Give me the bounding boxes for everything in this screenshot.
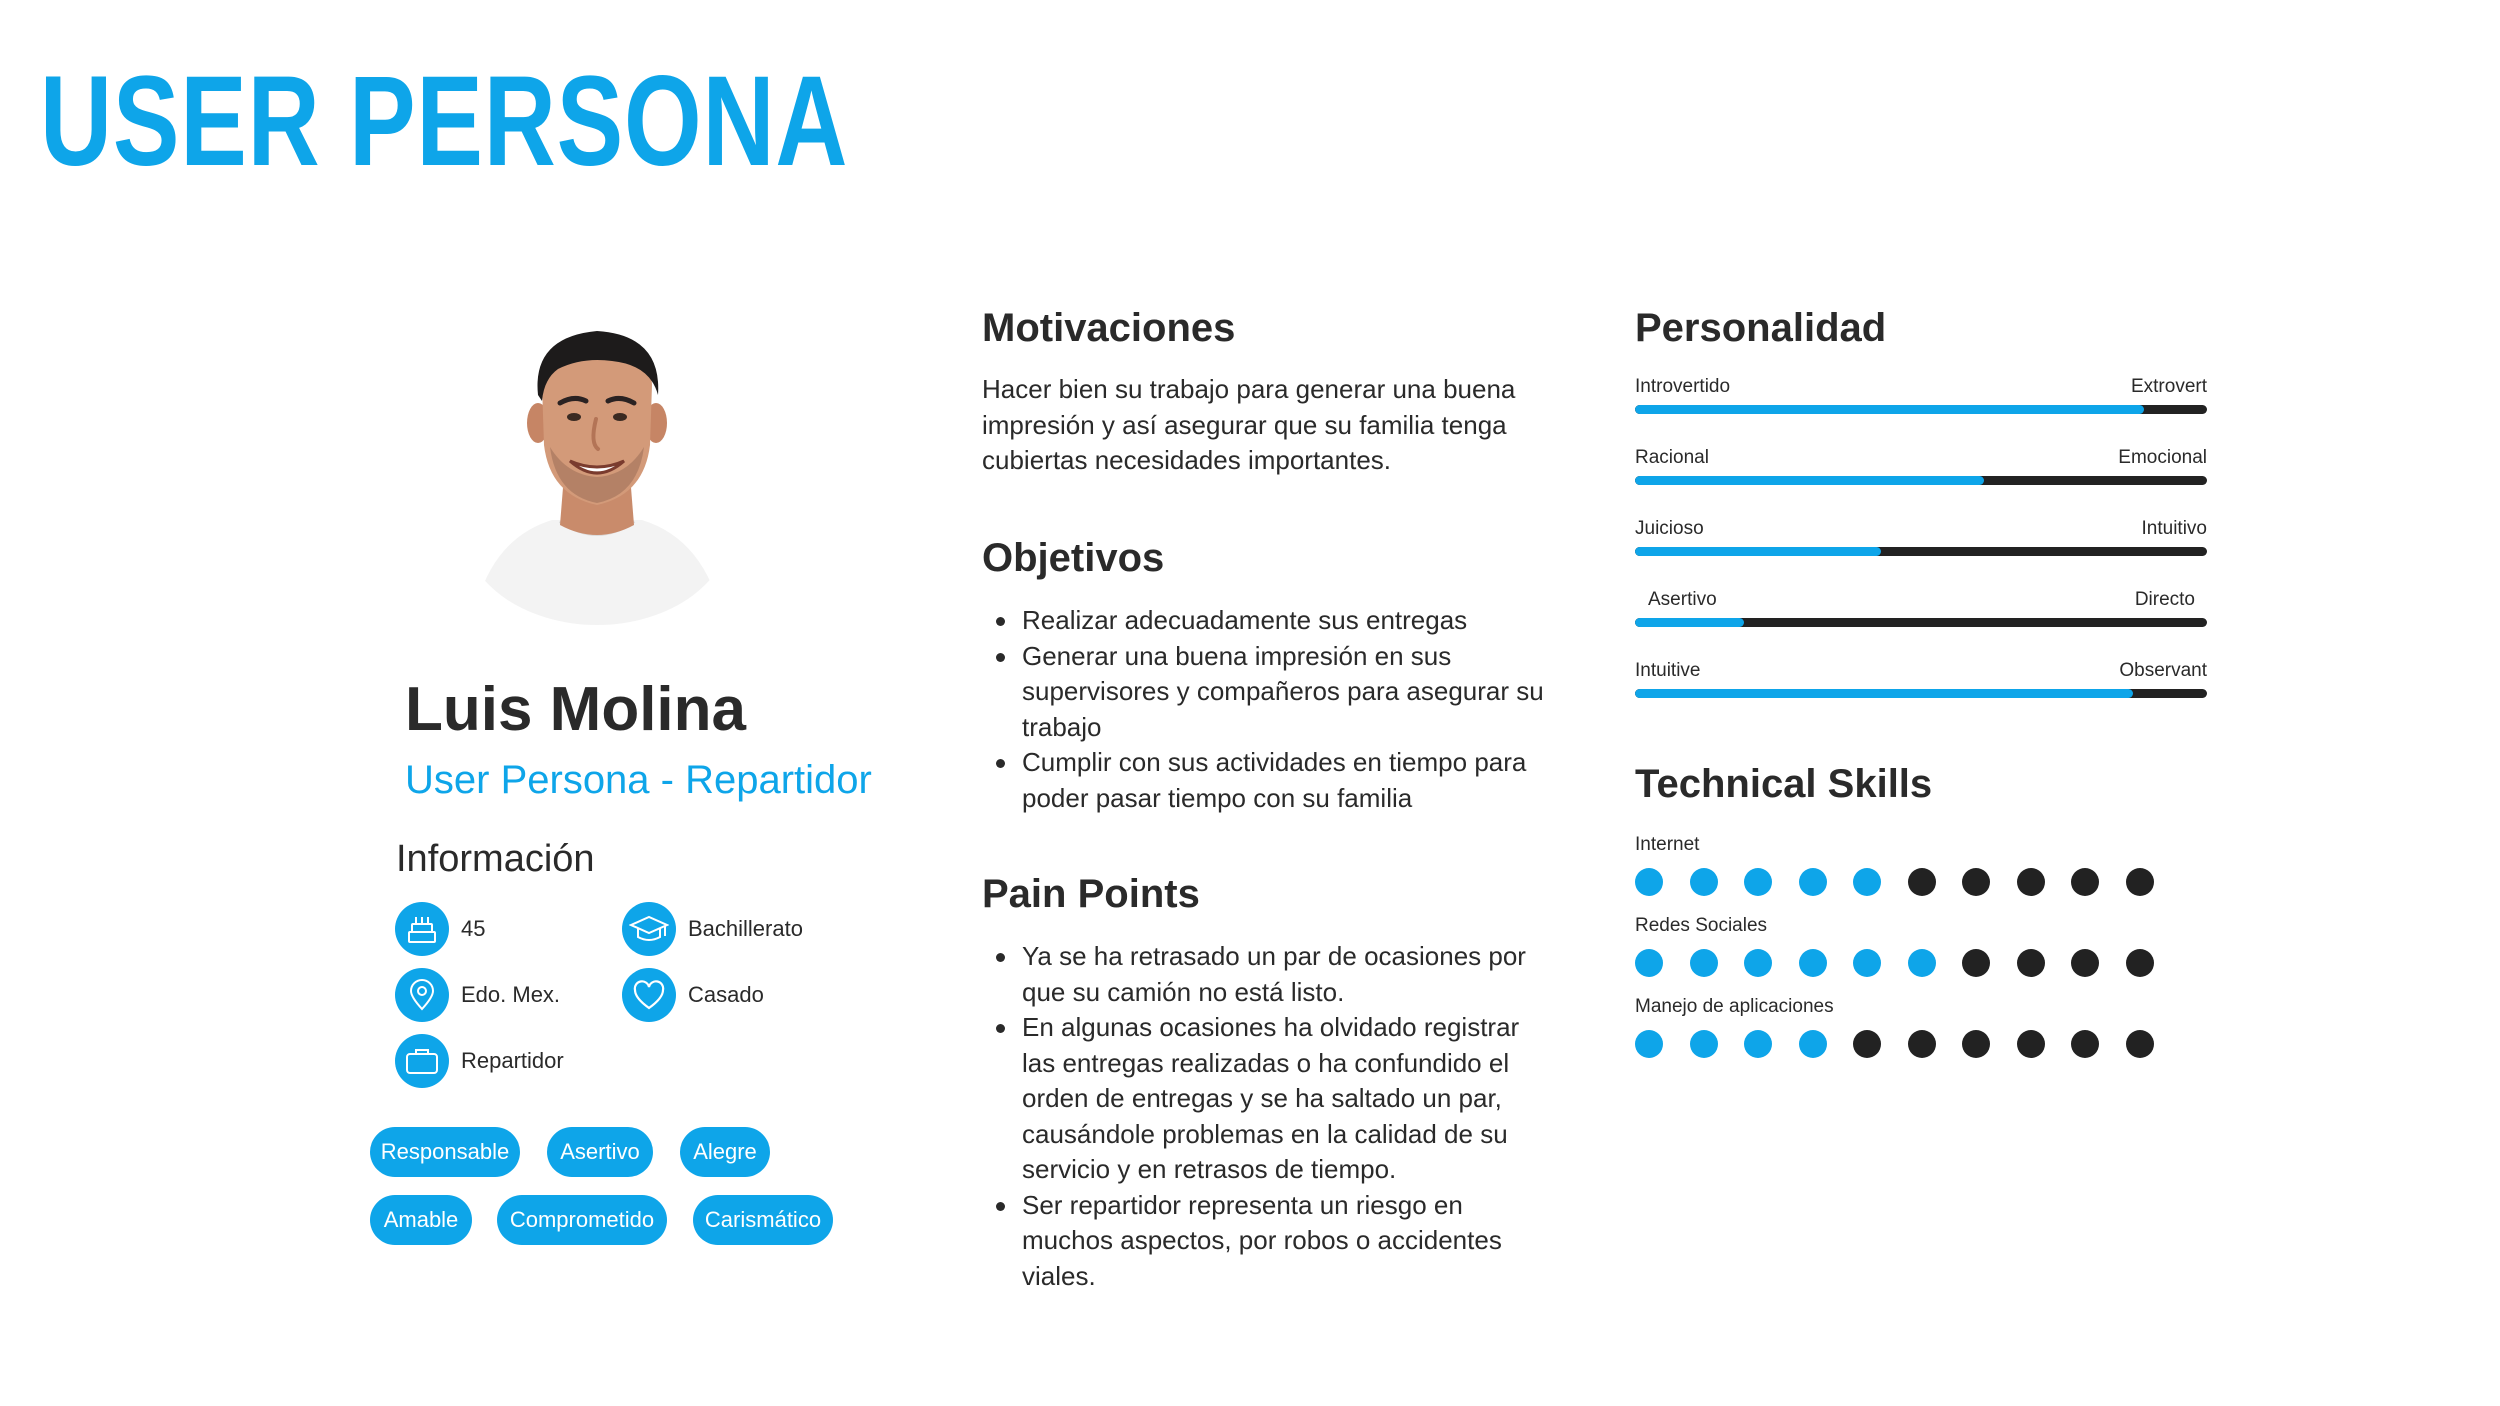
trait-track: [1635, 618, 2207, 627]
objetivos-list: [982, 603, 1562, 816]
trait-left-label: Introvertido: [1635, 376, 1731, 397]
tag-asertivo: Asertivo: [547, 1127, 653, 1177]
personalidad-heading: Personalidad: [1635, 306, 1887, 350]
skill-label: Redes Sociales: [1635, 915, 1768, 936]
list-item: Ser repartidor representa un riesgo en muchos aspectos, por robos o accidentes viales.: [982, 1188, 1542, 1295]
info-marital-status: [622, 968, 764, 1022]
graduation-cap-icon: [622, 902, 676, 956]
trait-left-label: Intuitive: [1635, 660, 1701, 681]
skill-dot-empty: [2017, 868, 2045, 896]
skill-dot-filled: [1853, 949, 1881, 977]
trait-right-label: Emocional: [2118, 447, 2207, 468]
technical-skills-heading: Technical Skills: [1635, 762, 1933, 806]
info-age-text: 45: [461, 916, 486, 941]
trait-slider-introvert: [1635, 376, 2207, 416]
list-item: Cumplir con sus actividades en tiempo para poder pasar tiempo con su familia: [982, 745, 1562, 816]
info-location-text: Edo. Mex.: [461, 982, 561, 1007]
trait-left-label: Asertivo: [1648, 589, 1717, 610]
info-location: [395, 968, 560, 1022]
skill-dot-filled: [1744, 868, 1772, 896]
trait-track: [1635, 689, 2207, 698]
list-item: Generar una buena impresión en sus supervisores y compañeros para asegurar su trabajo: [982, 639, 1562, 746]
skill-dot-empty: [1962, 1030, 1990, 1058]
pain-points-list: [982, 939, 1542, 1294]
skill-dots: [1635, 1030, 2195, 1060]
skill-dots: [1635, 868, 2195, 898]
cake-icon: [395, 902, 449, 956]
skill-dot-empty: [2071, 1030, 2099, 1058]
info-marital-text: Casado: [688, 982, 764, 1007]
trait-fill: [1635, 618, 1744, 627]
trait-right-label: Intuitivo: [2141, 518, 2207, 539]
objetivos-heading: Objetivos: [982, 536, 1165, 580]
skill-dot-empty: [2126, 868, 2154, 896]
pain-points-heading: Pain Points: [982, 872, 1200, 916]
tag-carismatico: Carismático: [693, 1195, 833, 1245]
trait-fill: [1635, 476, 1984, 485]
tag-amable: Amable: [370, 1195, 472, 1245]
skill-dot-empty: [1908, 1030, 1936, 1058]
info-age: [395, 902, 485, 956]
info-education-text: Bachillerato: [688, 916, 803, 941]
trait-left-label: Racional: [1635, 447, 1709, 468]
tag-alegre: Alegre: [680, 1127, 770, 1177]
info-education: [622, 902, 803, 956]
skill-dots: [1635, 949, 2195, 979]
persona-name: Luis Molina: [405, 675, 746, 744]
page-title: USER PERSONA: [40, 50, 849, 193]
skill-internet: [1635, 834, 2195, 898]
skill-dot-filled: [1853, 868, 1881, 896]
trait-slider-asertivo: [1635, 589, 2207, 629]
skill-dot-empty: [1908, 868, 1936, 896]
skill-dot-empty: [1853, 1030, 1881, 1058]
skill-dot-filled: [1908, 949, 1936, 977]
skill-dot-empty: [2071, 949, 2099, 977]
tag-comprometido: Comprometido: [497, 1195, 667, 1245]
skill-manejo-aplicaciones: [1635, 996, 2195, 1060]
skill-dot-empty: [2126, 1030, 2154, 1058]
skill-dot-filled: [1744, 1030, 1772, 1058]
skill-dot-filled: [1635, 949, 1663, 977]
trait-left-label: Juicioso: [1635, 518, 1704, 539]
trait-right-label: Extrovert: [2130, 376, 2207, 397]
skill-dot-filled: [1799, 1030, 1827, 1058]
trait-track: [1635, 405, 2207, 414]
motivaciones-text: Hacer bien su trabajo para generar una buena impresión y así asegurar que su familia tenga cubiertas necesidades importantes.: [982, 374, 1516, 475]
tag-responsable: Responsable: [370, 1127, 520, 1177]
trait-slider-intuitive: [1635, 660, 2207, 700]
info-occupation-text: Repartidor: [461, 1048, 564, 1073]
skill-label: Manejo de aplicaciones: [1635, 996, 1834, 1017]
trait-track: [1635, 547, 2207, 556]
trait-track: [1635, 476, 2207, 485]
list-item: En algunas ocasiones ha olvidado registrar las entregas realizadas o ha confundido el orden de entregas y se ha saltado un par, causándole problemas en la calidad de su servicio y en retrasos de tiempo.: [982, 1010, 1542, 1188]
skill-dot-filled: [1799, 949, 1827, 977]
skill-dot-filled: [1635, 1030, 1663, 1058]
skill-dot-filled: [1635, 868, 1663, 896]
skill-dot-filled: [1799, 868, 1827, 896]
avatar: [462, 325, 732, 625]
trait-fill: [1635, 405, 2144, 414]
skill-dot-empty: [2071, 868, 2099, 896]
info-heading: Información: [396, 838, 595, 880]
persona-role: User Persona - Repartidor: [405, 758, 872, 802]
heart-icon: [622, 968, 676, 1022]
skill-dot-empty: [2017, 949, 2045, 977]
trait-fill: [1635, 547, 1881, 556]
list-item: Realizar adecuadamente sus entregas: [982, 603, 1562, 639]
list-item: Ya se ha retrasado un par de ocasiones por que su camión no está listo.: [982, 939, 1542, 1010]
skill-label: Internet: [1635, 834, 1700, 855]
trait-fill: [1635, 689, 2133, 698]
skill-dot-empty: [2017, 1030, 2045, 1058]
skill-dot-empty: [1962, 868, 1990, 896]
skill-redes-sociales: [1635, 915, 2195, 979]
skill-dot-filled: [1690, 949, 1718, 977]
skill-dot-filled: [1690, 868, 1718, 896]
trait-slider-juicioso: [1635, 518, 2207, 558]
skill-dot-empty: [1962, 949, 1990, 977]
trait-right-label: Directo: [2134, 589, 2195, 610]
location-pin-icon: [395, 968, 449, 1022]
skill-dot-filled: [1744, 949, 1772, 977]
skill-dot-filled: [1690, 1030, 1718, 1058]
trait-right-label: Observant: [2119, 660, 2207, 681]
briefcase-icon: [395, 1034, 449, 1088]
motivaciones-heading: Motivaciones: [982, 306, 1236, 350]
info-occupation: [395, 1034, 564, 1088]
skill-dot-empty: [2126, 949, 2154, 977]
trait-slider-racional: [1635, 447, 2207, 487]
